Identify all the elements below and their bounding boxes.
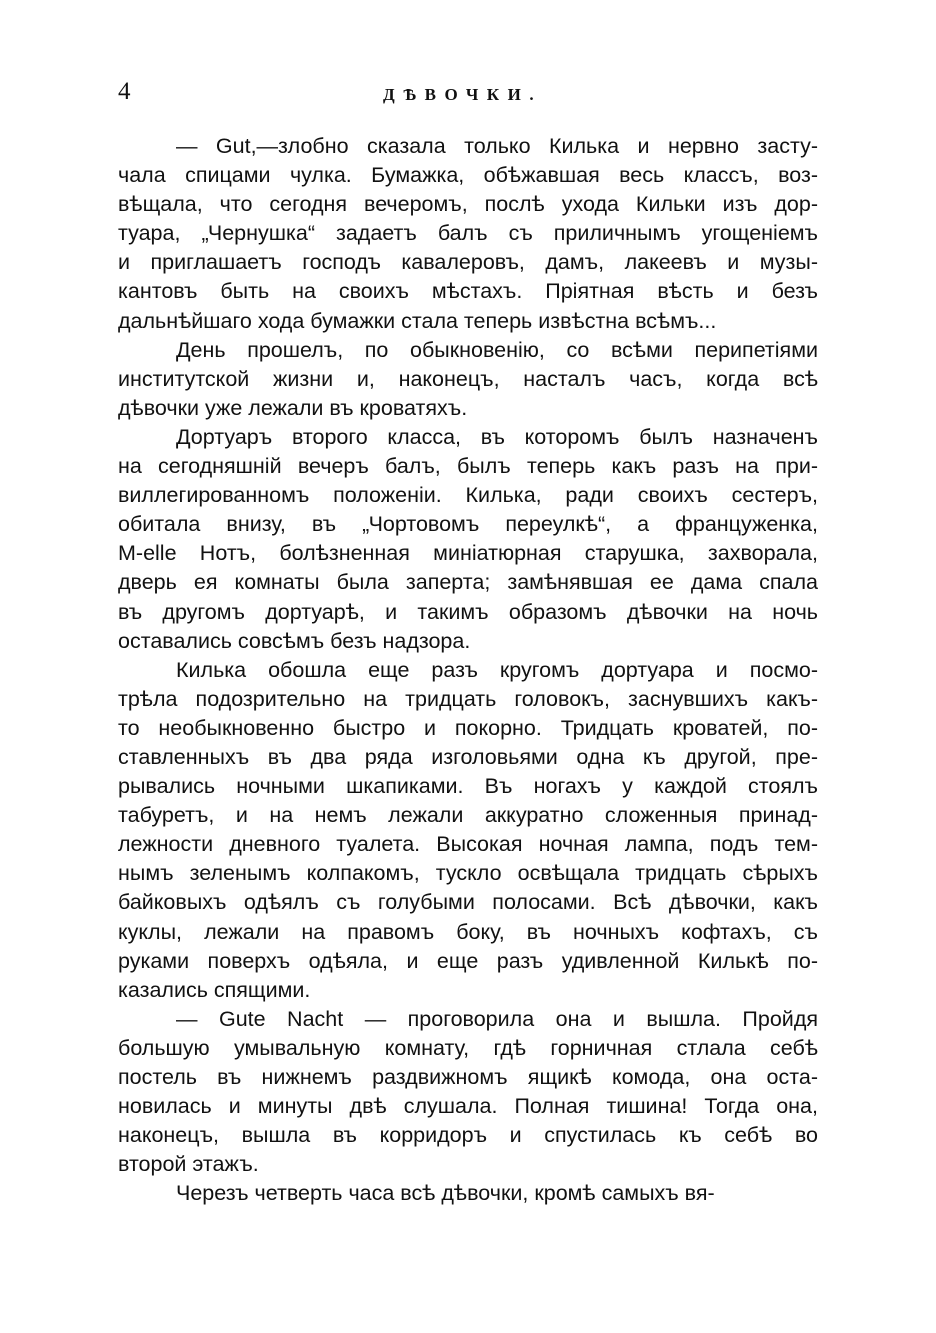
text-line: чала спицами чулка. Бумажка, обѣжавшая весь классъ, воз- (118, 163, 818, 188)
text-line: и приглашаетъ господъ кавалеровъ, дамъ, лакеевъ и музы- (118, 250, 818, 275)
text-line: ставленныхъ въ два ряда изголовьями одна къ другой, пре- (118, 744, 818, 769)
text-line: то необыкновенно быстро и покорно. Тридцать кроватей, по- (118, 715, 818, 740)
page-number: 4 (118, 78, 131, 105)
text-line: постель въ нижнемъ раздвижномъ ящикѣ комода, она оста- (118, 1065, 818, 1089)
text-line: оставались совсѣмъ безъ надзора. (118, 628, 471, 653)
text-line: рывались ночными шкапиками. Въ ногахъ у каждой стоялъ (118, 774, 818, 799)
text-line: виллегированномъ положенiи. Килька, ради своихъ сестеръ, (118, 483, 818, 508)
text-line: нымъ зеленымъ колпакомъ, тускло освѣщала тридцать сѣрыхъ (118, 861, 818, 886)
text-line: кантовъ быть на своихъ мѣстахъ. Прiятная вѣсть и безъ (118, 279, 818, 304)
text-line: казались спящими. (118, 977, 311, 1002)
text-line: на сегодняшнiй вечеръ балъ, былъ теперь какъ разъ на при- (118, 454, 818, 479)
text-line: институтской жизни и, наконецъ, насталъ часъ, когда всѣ (118, 366, 818, 391)
paragraph (118, 336, 818, 423)
text-line: второй этажъ. (118, 1152, 259, 1177)
text-line: большую умывальную комнату, гдѣ горничная стлала себѣ (118, 1035, 818, 1060)
text-line: Килька обошла еще разъ кругомъ дортуара и посмо- (176, 657, 818, 682)
running-title: ДѢВОЧКИ. (383, 85, 543, 104)
body-text (118, 132, 818, 1208)
text-line: въ другомъ дортуарѣ, и такимъ образомъ дѣвочки на ночь (118, 599, 818, 624)
text-line: вѣщала, что сегодня вечеромъ, послѣ ухода Кильки изъ дор- (118, 192, 818, 217)
text-line: Черезъ четверть часа всѣ дѣвочки, кромѣ самыхъ вя- (176, 1181, 715, 1206)
text-line: обитала внизу, въ „Чортовомъ переулкѣ“, а француженка, (118, 512, 818, 537)
text-line: — Gut,—злобно сказала только Килька и нервно засту- (176, 134, 818, 158)
text-line: дѣвочки уже лежали въ кроватяхъ. (118, 395, 468, 420)
text-line: дальнѣйшаго хода бумажки стала теперь извѣстна всѣмъ... (118, 308, 717, 333)
text-line: табуретъ, и на немъ лежали аккуратно сложенныя принад- (118, 803, 818, 828)
paragraph (118, 656, 818, 1005)
text-line: День прошелъ, по обыкновенiю, со всѣми перипетiями (176, 337, 818, 362)
text-line: куклы, лежали на правомъ боку, въ ночныхъ кофтахъ, съ (118, 919, 818, 944)
text-line: руками поверхъ одѣяла, и еще разъ удивленной Килькѣ по- (118, 948, 818, 973)
paragraph (118, 1179, 818, 1208)
text-line: байковыхъ одѣялъ съ голубыми полосами. Всѣ дѣвочки, какъ (118, 890, 818, 915)
text-line: M-elle Нотъ, болѣзненная миніатюрная старушка, захворала, (118, 541, 818, 566)
paragraph (118, 1005, 818, 1180)
text-line: Дортуаръ второго класса, въ которомъ былъ назначенъ (176, 424, 818, 449)
text-line: наконецъ, вышла въ корридоръ и спустилась къ себѣ во (118, 1123, 818, 1148)
text-line: трѣла подозрительно на тридцать головокъ, заснувшихъ какъ- (118, 686, 818, 711)
paragraph (118, 132, 818, 336)
text-line: новилась и минуты двѣ слушала. Полная тишина! Тогда она, (118, 1094, 818, 1119)
paragraph (118, 423, 818, 656)
text-line: — Gute Nacht — проговорила она и вышла. Пройдя (176, 1006, 818, 1031)
text-line: лежности дневного туалета. Высокая ночная лампа, подъ тем- (118, 832, 818, 857)
text-line: туара, „Чернушка“ задаетъ балъ съ приличнымъ угощенiемъ (118, 221, 818, 246)
text-line: дверь ея комнаты была заперта; замѣнявшая ее дама спала (118, 570, 818, 595)
